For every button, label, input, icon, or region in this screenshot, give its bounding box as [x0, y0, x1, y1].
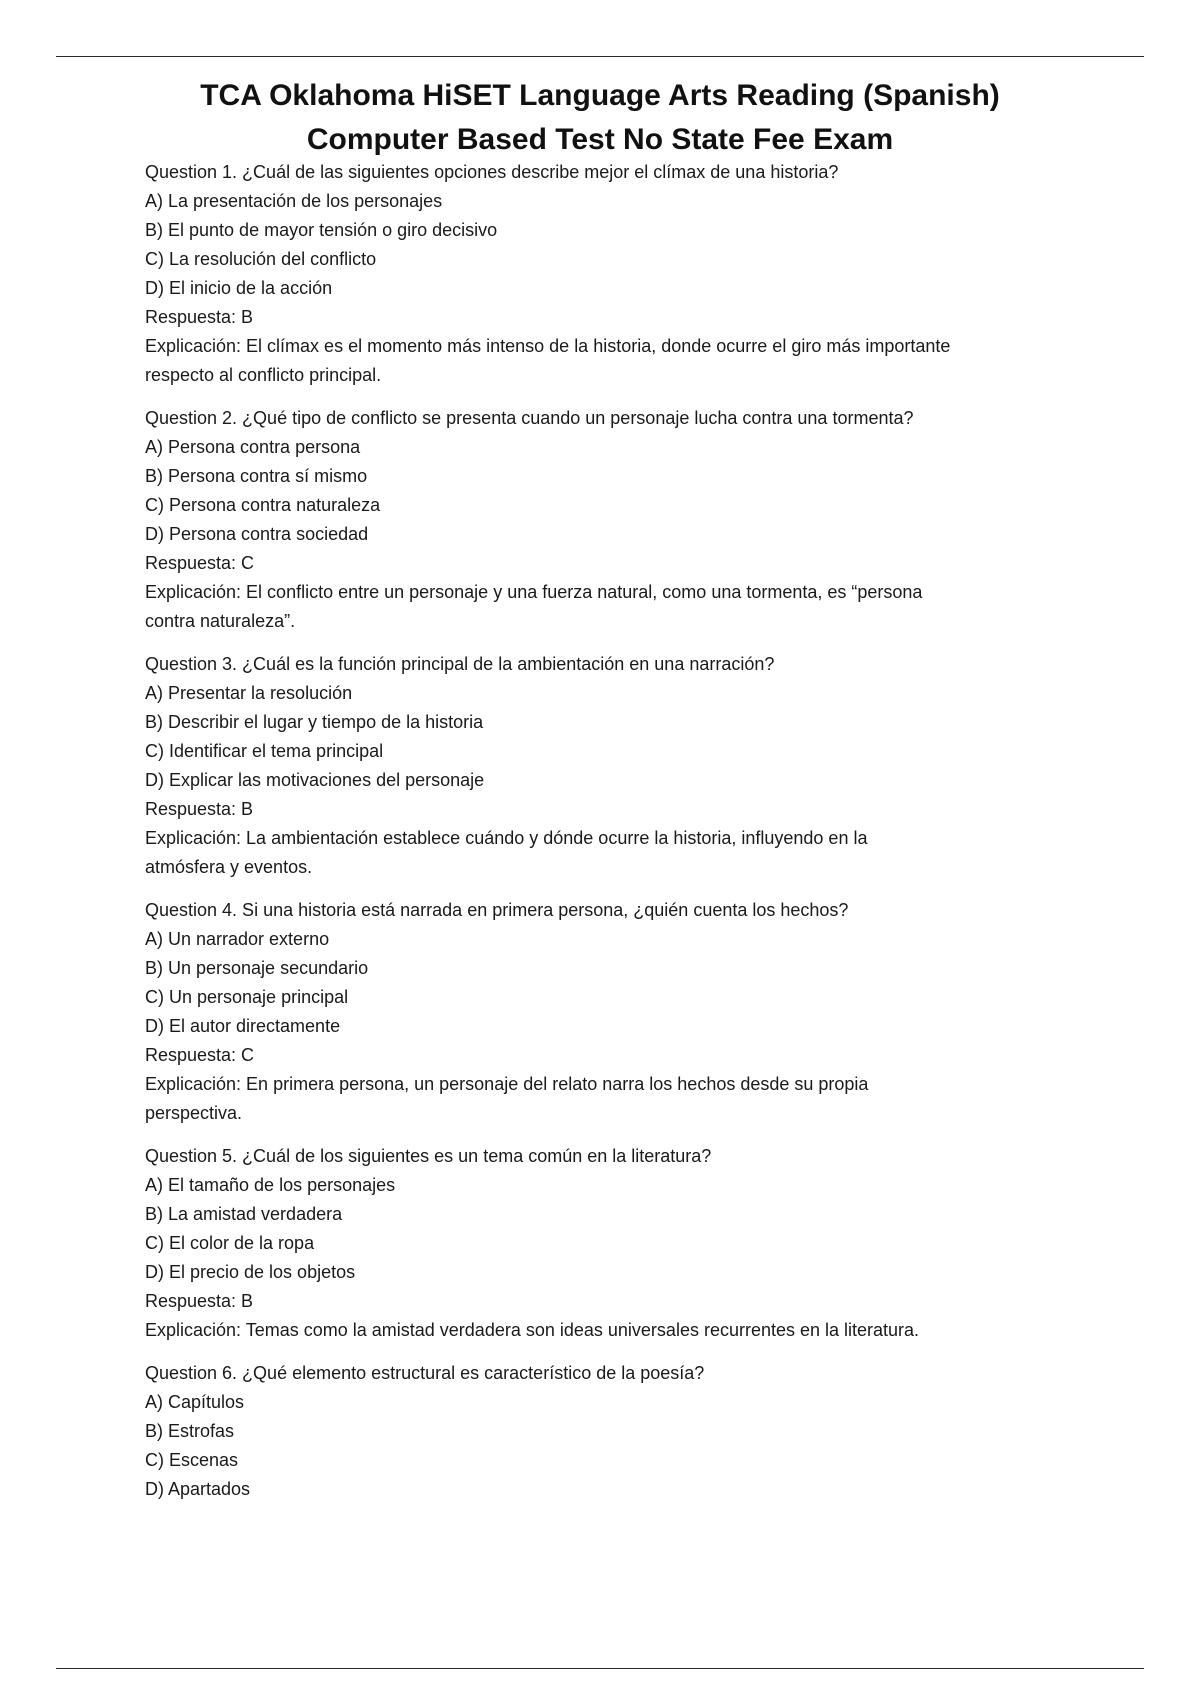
option-b: B) Persona contra sí mismo — [145, 466, 368, 486]
option-b: B) Estrofas — [145, 1421, 235, 1441]
option-c: C) El color de la ropa — [145, 1233, 315, 1253]
option-c: C) Persona contra naturaleza — [145, 495, 381, 515]
question-list — [145, 158, 1065, 1518]
explanation-line-1: Explicación: El clímax es el momento más intenso de la historia, donde ocurre el giro más importante — [145, 336, 951, 356]
option-c: C) Identificar el tema principal — [145, 741, 384, 761]
option-a: A) Un narrador externo — [145, 929, 330, 949]
option-b: B) El punto de mayor tensión o giro decisivo — [145, 220, 498, 240]
option-d: D) El inicio de la acción — [145, 278, 333, 298]
option-b: B) Describir el lugar y tiempo de la historia — [145, 712, 484, 732]
question-prompt: Question 1. ¿Cuál de las siguientes opciones describe mejor el clímax de una historia? — [145, 162, 839, 182]
answer: Respuesta: B — [145, 307, 254, 327]
answer: Respuesta: C — [145, 1045, 255, 1065]
option-a: A) Capítulos — [145, 1392, 245, 1412]
explanation-line-1: Explicación: En primera persona, un personaje del relato narra los hechos desde su propia — [145, 1074, 869, 1094]
explanation-line-2: perspectiva. — [145, 1103, 243, 1123]
explanation-line-1: Explicación: Temas como la amistad verdadera son ideas universales recurrentes en la literatura. — [145, 1320, 920, 1340]
option-a: A) La presentación de los personajes — [145, 191, 443, 211]
answer: Respuesta: B — [145, 799, 254, 819]
option-d: D) Explicar las motivaciones del personaje — [145, 770, 485, 790]
explanation-line-2: atmósfera y eventos. — [145, 857, 313, 877]
explanation-line-1: Explicación: La ambientación establece cuándo y dónde ocurre la historia, influyendo en la — [145, 828, 868, 848]
question-prompt: Question 5. ¿Cuál de los siguientes es un tema común en la literatura? — [145, 1146, 712, 1166]
option-c: C) Un personaje principal — [145, 987, 349, 1007]
option-d: D) El autor directamente — [145, 1016, 341, 1036]
title-line-2: Computer Based Test No State Fee Exam — [306, 123, 894, 156]
option-a: A) El tamaño de los personajes — [145, 1175, 396, 1195]
question-4 — [145, 896, 1065, 1128]
title-line-1: TCA Oklahoma HiSET Language Arts Reading (Spanish) — [200, 79, 1000, 112]
question-prompt: Question 4. Si una historia está narrada en primera persona, ¿quién cuenta los hechos? — [145, 900, 849, 920]
option-b: B) La amistad verdadera — [145, 1204, 343, 1224]
option-d: D) Apartados — [145, 1479, 251, 1499]
option-c: C) La resolución del conflicto — [145, 249, 377, 269]
explanation-line-1: Explicación: El conflicto entre un personaje y una fuerza natural, como una tormenta, es “persona — [145, 582, 923, 602]
answer: Respuesta: B — [145, 1291, 254, 1311]
question-prompt: Question 3. ¿Cuál es la función principal de la ambientación en una narración? — [145, 654, 775, 674]
question-prompt: Question 2. ¿Qué tipo de conflicto se presenta cuando un personaje lucha contra una tormenta? — [145, 408, 914, 428]
bottom-rule — [56, 1668, 1144, 1669]
top-rule — [56, 56, 1144, 57]
option-a: A) Persona contra persona — [145, 437, 361, 457]
option-c: C) Escenas — [145, 1450, 239, 1470]
option-b: B) Un personaje secundario — [145, 958, 369, 978]
question-1 — [145, 158, 1065, 390]
option-d: D) Persona contra sociedad — [145, 524, 369, 544]
question-3 — [145, 650, 1065, 882]
option-a: A) Presentar la resolución — [145, 683, 353, 703]
document-title — [0, 74, 1200, 162]
option-d: D) El precio de los objetos — [145, 1262, 356, 1282]
question-5 — [145, 1142, 1065, 1345]
question-2 — [145, 404, 1065, 636]
explanation-line-2: respecto al conflicto principal. — [145, 365, 382, 385]
question-prompt: Question 6. ¿Qué elemento estructural es característico de la poesía? — [145, 1363, 705, 1383]
answer: Respuesta: C — [145, 553, 255, 573]
explanation-line-2: contra naturaleza”. — [145, 611, 296, 631]
question-6 — [145, 1359, 1065, 1504]
